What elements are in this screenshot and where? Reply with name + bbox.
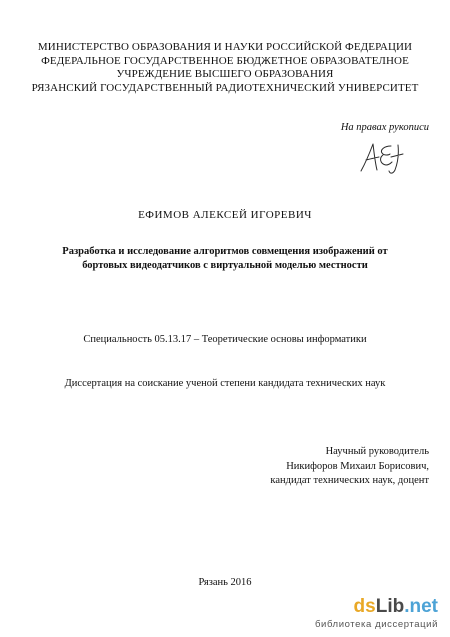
ministry-header (10, 41, 440, 95)
watermark-logo (354, 596, 438, 618)
author-name: ЕФИМОВ АЛЕКСЕЙ ИГОРЕВИЧ (138, 209, 312, 221)
title-line-1: Разработка и исследование алгоритмов совмещения изображений от (62, 246, 388, 257)
dslib-watermark (315, 596, 444, 634)
header-line-1: МИНИСТЕРСТВО ОБРАЗОВАНИЯ И НАУКИ РОССИЙСКОЙ ФЕДЕРАЦИИ (37, 41, 413, 53)
supervisor-role: Научный руководитель (325, 446, 429, 457)
watermark-ds: ds (353, 596, 376, 617)
watermark-net: .net (404, 596, 438, 617)
header-line-3: УЧРЕЖДЕНИЕ ВЫСШЕГО ОБРАЗОВАНИЯ (116, 68, 334, 80)
handwritten-signature (358, 140, 404, 176)
title-line-2: бортовых видеодатчиков с виртуальной моделью местности (82, 260, 368, 271)
watermark-lib: Lib (375, 596, 405, 617)
specialty: Специальность 05.13.17 – Теоретические основы информатики (83, 334, 367, 345)
city-year: Рязань 2016 (198, 577, 252, 588)
header-line-2: ФЕДЕРАЛЬНОЕ ГОСУДАРСТВЕННОЕ БЮДЖЕТНОЕ ОБРАЗОВАТЕЛНОЕ (41, 54, 409, 67)
degree-statement: Диссертация на соискание ученой степени кандидата технических наук (64, 378, 386, 389)
dissertation-title (20, 245, 430, 273)
supervisor-block (270, 445, 429, 489)
watermark-tagline: библиотека диссертаций (315, 619, 438, 630)
rights-note: На правах рукописи (340, 122, 429, 133)
supervisor-title: кандидат технических наук, доцент (270, 475, 429, 486)
supervisor-name: Никифоров Михаил Борисович, (286, 460, 429, 472)
header-line-4: РЯЗАНСКИЙ ГОСУДАРСТВЕННЫЙ РАДИОТЕХНИЧЕСКИЙ УНИВЕРСИТЕТ (31, 81, 419, 94)
